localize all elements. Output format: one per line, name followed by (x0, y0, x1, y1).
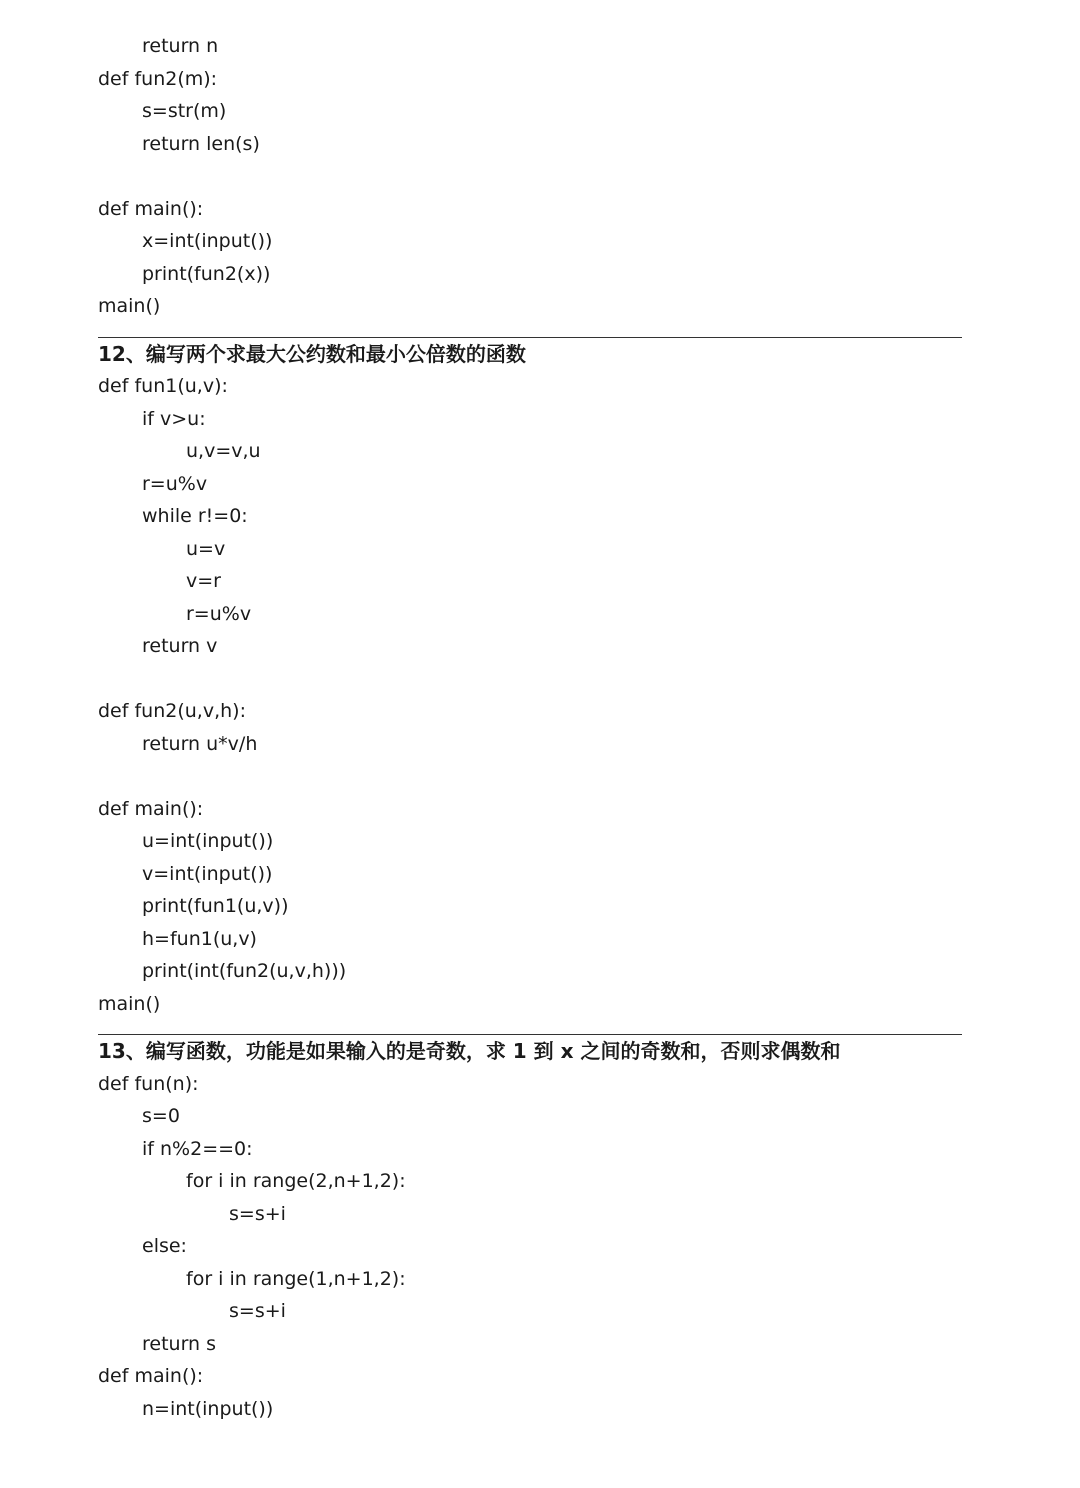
code-line: n=int(input()) (142, 1397, 274, 1420)
code-line: print(fun1(u,v)) (142, 895, 289, 917)
code-block-13 (98, 1068, 964, 1426)
code-line: else: (142, 1235, 187, 1257)
code-line: s=s+i (229, 1202, 286, 1225)
document-page (98, 30, 964, 1425)
code-line: s=s+i (229, 1300, 286, 1322)
code-line: if v>u: (142, 407, 206, 430)
code-line: return n (142, 35, 219, 57)
code-block-11-tail (98, 30, 964, 323)
code-block-12 (98, 370, 964, 1020)
blank-line (98, 663, 964, 696)
code-line: while r!=0: (142, 505, 248, 527)
code-line: def fun1(u,v): (98, 375, 228, 397)
code-line: return s (142, 1332, 217, 1355)
code-line: if n%2==0: (142, 1137, 253, 1160)
blank-line (98, 160, 964, 193)
code-line: u=int(input()) (142, 830, 274, 852)
code-line: def fun(n): (98, 1072, 199, 1095)
code-line: v=int(input()) (142, 862, 273, 885)
code-line: def main(): (98, 797, 204, 820)
code-line: s=str(m) (142, 100, 227, 122)
code-line: def main(): (98, 197, 204, 220)
code-line: print(int(fun2(u,v,h))) (142, 960, 347, 982)
code-line: x=int(input()) (142, 230, 273, 252)
code-line: main() (98, 992, 161, 1015)
code-line: print(fun2(x)) (142, 262, 271, 285)
section-heading-13: 13、编写函数，功能是如果输入的是奇数，求 1 到 x 之间的奇数和，否则求偶数和 (98, 1039, 841, 1063)
code-line: main() (98, 295, 161, 317)
code-line: r=u%v (186, 602, 252, 625)
code-line: for i in range(1,n+1,2): (186, 1267, 406, 1290)
code-line: return u*v/h (142, 732, 258, 755)
code-line: def fun2(u,v,h): (98, 700, 246, 722)
section-heading-12: 12、编写两个求最大公约数和最小公倍数的函数 (98, 341, 526, 366)
code-line: def fun2(m): (98, 67, 218, 90)
code-line: r=u%v (142, 472, 208, 495)
code-line: for i in range(2,n+1,2): (186, 1170, 406, 1192)
blank-line (98, 760, 964, 793)
code-line: return len(s) (142, 132, 260, 155)
code-line: def main(): (98, 1365, 204, 1387)
code-line: return v (142, 635, 218, 657)
code-line: u=v (186, 537, 226, 560)
code-line: h=fun1(u,v) (142, 927, 257, 950)
code-line: u,v=v,u (186, 440, 261, 462)
code-line: v=r (186, 570, 221, 592)
code-line: s=0 (142, 1105, 180, 1127)
